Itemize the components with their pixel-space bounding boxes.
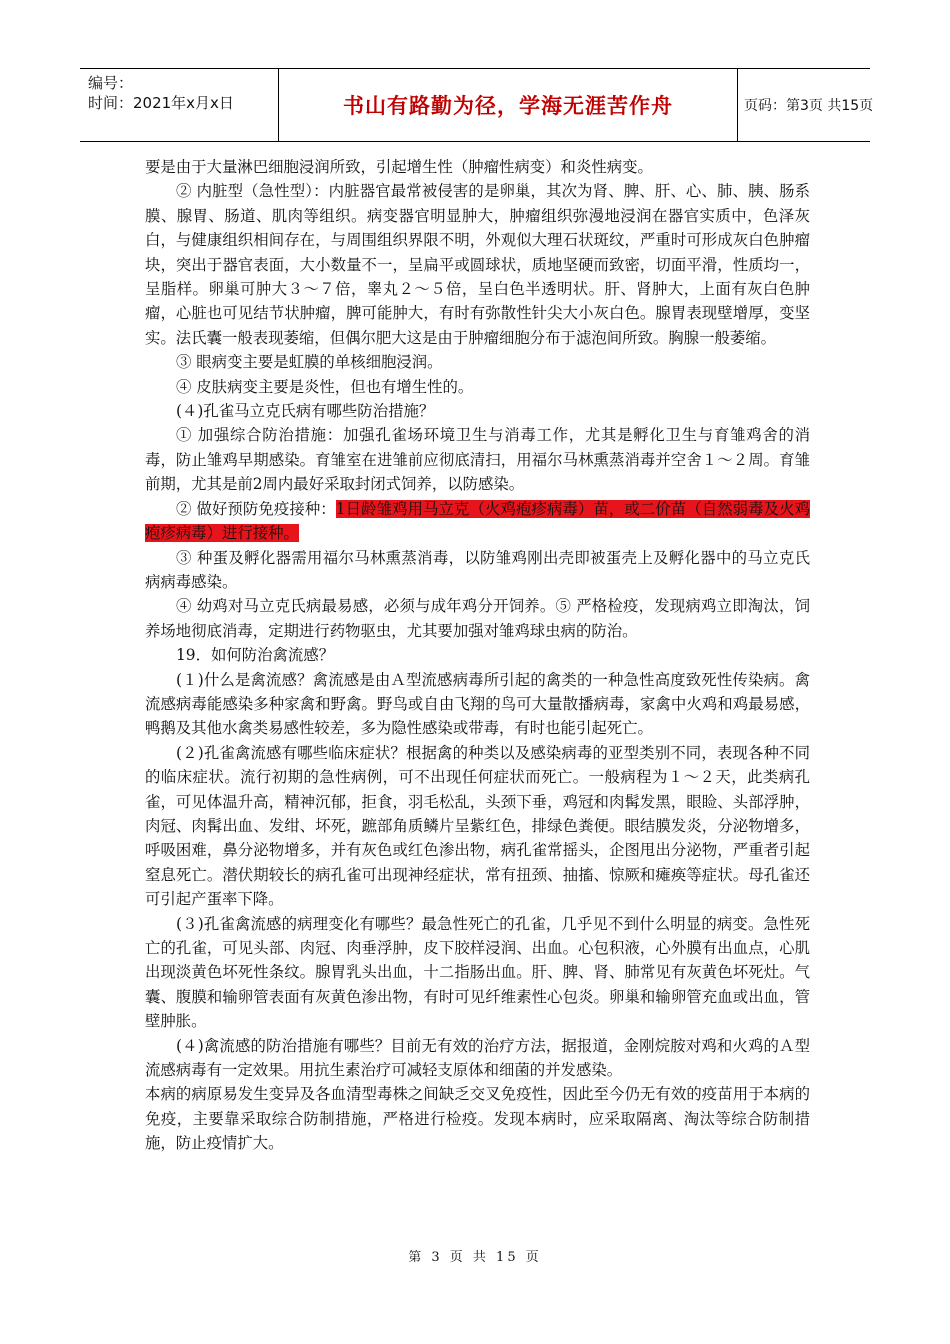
paragraph: 要是由于大量淋巴细胞浸润所致，引起增生性（肿瘤性病变）和炎性病变。	[145, 158, 653, 176]
date-line: 时间：2021年x月x日	[88, 94, 234, 112]
header-right-cell	[736, 69, 878, 141]
paragraph: (３)孔雀禽流感的病理变化有哪些？最急性死亡的孔雀，几乎见不到什么明显的病变。急性死亡的孔雀，可见头部、肉冠、肉垂浮肿，皮下胶样浸润、出血。心包积液，心外膜有出血点，心肌出现淡黄色坏死性条纹。腺胃乳头出血，十二指肠出血。肝、脾、肾、肺常见有灰黄色坏死灶。气囊、腹膜和输卵管表面有灰黄色渗出物，有时可见纤维素性心包炎。卵巢和输卵管充血或出血，管壁肿胀。	[145, 914, 810, 1031]
header-left-cell	[80, 69, 278, 141]
highlighted-text: 1日龄雏鸡用马立克（火鸡疱疹病毒）苗，或二价苗（自然弱毒及火鸡疱疹病毒）进行接种。	[145, 499, 810, 543]
page-header	[80, 68, 874, 142]
paragraph: ① 加强综合防治措施：加强孔雀场环境卫生与消毒工作，尤其是孵化卫生与育雏鸡舍的消毒，防止雏鸡早期感染。育雏室在进雏前应彻底清扫，用福尔马林熏蒸消毒并空舍１～２周。育雏前期，尤其是前2周内最好采取封闭式饲养，以防感染。	[145, 426, 810, 494]
section-heading: 19．如何防治禽流感？	[176, 646, 335, 665]
motto: 书山有路勤为径，学海无涯苦作舟	[343, 94, 673, 118]
document-body	[145, 155, 810, 1156]
paragraph-highlighted: ② 做好预防免疫接种：1日龄雏鸡用马立克（火鸡疱疹病毒）苗，或二价苗（自然弱毒及火鸡疱疹病毒）进行接种。	[145, 499, 810, 543]
paragraph: ④ 幼鸡对马立克氏病最易感，必须与成年鸡分开饲养。⑤ 严格检疫，发现病鸡立即淘汰，饲养场地彻底消毒，定期进行药物驱虫，尤其要加强对雏鸡球虫病的防治。	[145, 597, 810, 640]
header-motto-cell	[278, 69, 738, 141]
paragraph: ③ 眼病变主要是虹膜的单核细胞浸润。	[176, 353, 443, 372]
page-footer: 第 3 页 共 15 页	[408, 1250, 542, 1265]
number-label: 编号：	[88, 74, 134, 92]
paragraph: ③ 种蛋及孵化器需用福尔马林熏蒸消毒，以防雏鸡刚出壳即被蛋壳上及孵化器中的马立克氏病病毒感染。	[145, 548, 810, 591]
paragraph: ② 内脏型（急性型）：内脏器官最常被侵害的是卵巢，其次为肾、脾、肝、心、肺、胰、肠系膜、腺胃、肠道、肌肉等组织。病变器官明显肿大，肿瘤组织弥漫地浸润在器官实质中，色泽灰白，与健康组织相间存在，与周围组织界限不明，外观似大理石状斑纹，严重时可形成灰白色肿瘤块，突出于器官表面，大小数量不一，呈扁平或圆球状，质地坚硬而致密，切面平滑，性质均一，呈脂样。卵巢可肿大３～７倍，睾丸２～５倍，呈白色半透明状。肝、肾肿大，上面有灰白色肿瘤，心脏也可见结节状肿瘤，脾可能肿大，有时有弥散性针尖大小灰白色。腺胃表现壁增厚，变坚实。法氏囊一般表现萎缩，但偶尔肥大这是由于肿瘤细胞分布于滤泡间所致。胸腺一般萎缩。	[145, 182, 810, 347]
paragraph: ④ 皮肤病变主要是炎性，但也有增生性的。	[176, 377, 474, 396]
page-code: 页码：第3页 共15页	[744, 98, 874, 114]
section-question: (４)孔雀马立克氏病有哪些防治措施？	[176, 402, 435, 421]
paragraph: 本病的病原易发生变异及各血清型毒株之间缺乏交叉免疫性，因此至今仍无有效的疫苗用于本病的免疫，主要靠采取综合防制措施，严格进行检疫。发现本病时，应采取隔离、淘汰等综合防制措施，防止疫情扩大。	[145, 1085, 810, 1153]
paragraph: (４)禽流感的防治措施有哪些？目前无有效的治疗方法，据报道，金刚烷胺对鸡和火鸡的Ａ型流感病毒有一定效果。用抗生素治疗可减轻支原体和细菌的并发感染。	[145, 1036, 810, 1080]
paragraph: (１)什么是禽流感？禽流感是由Ａ型流感病毒所引起的禽类的一种急性高度致死性传染病。禽流感病毒能感染多种家禽和野禽。野鸟或自由飞翔的鸟可大量散播病毒，家禽中火鸡和鸡最易感，鸭鹅及其他水禽类易感性较差，多为隐性感染或带毒，有时也能引起死亡。	[145, 670, 810, 738]
paragraph: (２)孔雀禽流感有哪些临床症状？根据禽的种类以及感染病毒的亚型类别不同，表现各种不同的临床症状。流行初期的急性病例，可不出现任何症状而死亡。一般病程为１～２天，此类病孔雀，可见体温升高，精神沉郁，拒食，羽毛松乱，头颈下垂，鸡冠和肉髯发黑，眼睑、头部浮肿，肉冠、肉髯出血、发绀、坏死，蹠部角质鳞片呈紫红色，排绿色粪便。眼结膜发炎，分泌物增多，呼吸困难，鼻分泌物增多，并有灰色或红色渗出物，病孔雀常摇头，企图甩出分泌物，严重者引起窒息死亡。潜伏期较长的病孔雀可出现神经症状，常有扭颈、抽搐、惊厥和瘫痪等症状。母孔雀还可引起产蛋率下降。	[145, 743, 810, 909]
